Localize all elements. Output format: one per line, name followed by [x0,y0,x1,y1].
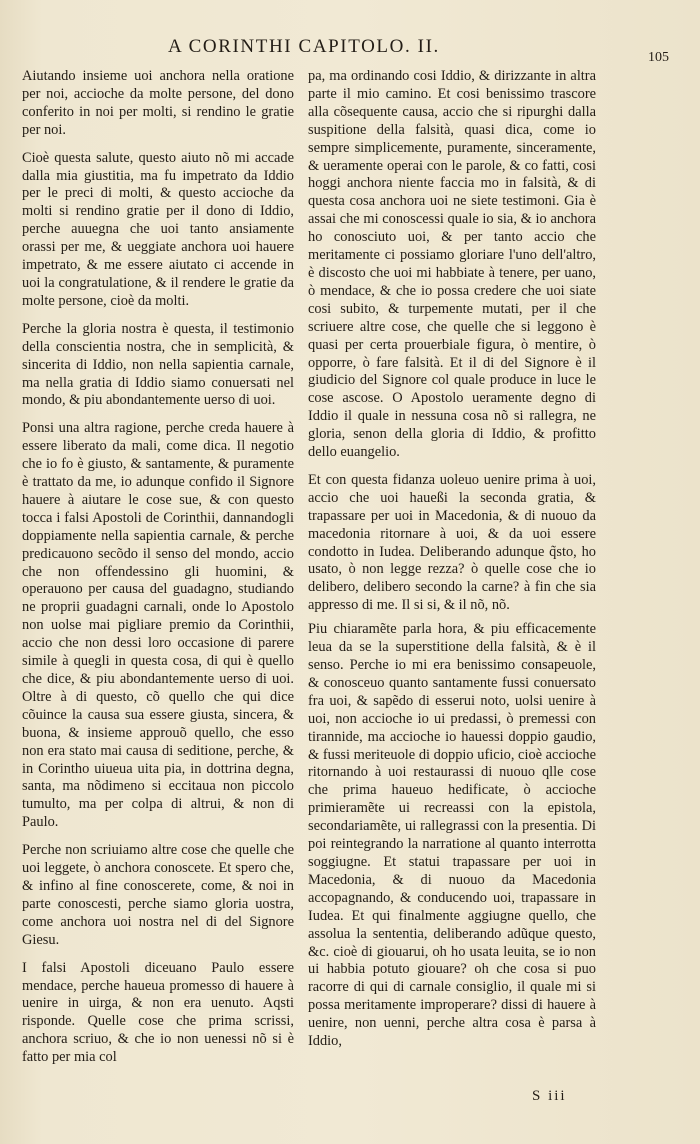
running-title: A CORINTHI CAPITOLO. II. [168,36,440,57]
page-number: 105 [648,50,669,65]
left-column [22,68,294,1077]
paragraph: Perche la gloria nostra è questa, il testimonio della conscientia nostra, che in semplicità, & sincerita di Iddio, non nella sapientia carnale, ma nella gratia di Iddio siamo conuersati nel mondo, & piu abondantemente uerso di uoi. [22,320,294,409]
right-column [308,68,596,1061]
paragraph: Ponsi una altra ragione, perche creda hauere à essere liberato da mali, come dica. Il negotio che io fo è giusto, & santamente, & puramente è trattato da me, io adunque confido il Signore hauere à aiutare le cose sue, & con questo tocca i falsi Apostoli de Corinthii, dannandogli doppiamente nella sapientia carnale, & perche predicauono secõdo il senso del mondo, accio che non offendessino gli huomini, & operauono per causa del guadagno, studiando ne proprii guadagni carnali, onde lo Apostolo non uolse mai pigliare premio da Corinthii, accio che non dessi loro occasione di parere simile à quegli in questa cosa, di qui è quello che dice, & piu abondantemente uerso di uoi. Oltre à di questo, cõ quello che qui dice cõuince la causa sua essere giusta, sincera, & buona, & insieme approuõ quello, che esso non era stato mai causa di seditione, perche, & in Corintho uiueua uita pia, in dottrina degna, santa, ma nõdimeno si eccitaua non piccolo tumulto, ma per colpa di altrui, & non di Paulo. [22,420,294,831]
paragraph: Aiutando insieme uoi anchora nella oratione per noi, accioche da molte persone, del dono conferito in noi per molti, si rendino le gratie per noi. [22,68,294,138]
paragraph: I falsi Apostoli diceuano Paulo essere mendace, perche haueua promesso di hauere à uenire in uirga, & non era uenuto. Aqsti risponde. Quelle cose che prima scrissi, anchora scriuo, & che io non uenessi nõ si è fatto per mia col [22,959,294,1066]
paragraph: Piu chiaramẽte parla hora, & piu efficacemente leua da se la superstitione della falsità, & è il senso. Perche io mi era benissimo consapeuole, & conosceuo quanto santamente fussi conuersato fra uoi, & sapẽdo di esserui noto, uolsi uenire à uoi, non accioche io ui predassi, ò premessi con tirannide, ma accioche io hauessi doppio gaudio, & fussi meriteuole di doppio uficio, cioè accioche ritornando à uoi restaurassi di nuouo qlle cose che prima haueuo hedificate, ò accioche primieramẽte ui recreassi con la epistola, secondariamẽte, ui rallegrassi con la presentia. Di poi reintegrando la narratione al quanto interrotta soggiugne. Et statui trapassare per uoi in Macedonia, & di nuouo da Macedonia accopagnando, & conducendo uoi, trapassare in Iudea. Et qui finalmente aggiugne quello, che assolua la sententia, deliberando adũque questo, &c. cioè di giouarui, oh ho usata leuita, se io non ui habbia potuto giouare? oh che cosa si puo racorre di qui di carnale consiglio, il quale mi si possa meritamente improperare? dissi di hauere à uenire, non uenni, perche altra cosa è parsa à Iddio, [308,621,596,1050]
paragraph: pa, ma ordinando cosi Iddio, & dirizzante in altra parte il mio camino. Et cosi benissimo trascore alla cõsequente causa, accio che si ripurghi dalla suspitione della falsità, quasi dica, come io sempre simplicemente, puramente, sinceramente, & ueramente operai con le parole, & co fatti, cosi hoggi anchora niente faccia mo in falsità, & di questa cosa anchora uoi ne siete testimoni. Gia è assai che mi conoscessi quale io sia, & io anchora ho conosciuto uoi, & per tanto accio che meritamente ci possiamo gloriare l'uno dell'altro, è discosto che uoi mi habbiate à tenere, per uano, ò mendace, & che io possa credere che uoi siate cosi subito, & turpemente mutati, per il che scriuere altre cose, che quelle che si leggono è quasi per certa prouerbiale figura, ò mentire, ò opporre, ò fare falsità. Et il di del Signore è il giudicio del Signore col quale produce in luce le cose ascose. O Apostolo ueramente degno di Iddio il quale in nessuna cosa nõ si rallegra, ne gloria, senon della gloria di Iddio, & profitto dello euangelio. [308,68,596,461]
signature-mark: S iii [532,1088,567,1104]
paragraph: Perche non scriuiamo altre cose che quelle che uoi leggete, ò anchora conoscete. Et spero che, & infino al fine conoscerete, come, & noi in parte conoscesti, perche siamo gloria uostra, come anchora uoi nostra nel di del Signore Giesu. [22,842,294,948]
paragraph: Cioè questa salute, questo aiuto nõ mi accade dalla mia giustitia, ma fu impetrato da Iddio per le preci di molti, & questo accioche da molti si rendino gratie per il dono di Iddio, perche auuegna che uoi tanto ansiamente orassi per me, & ueggiate anchora uoi hauere impetrato, & me essere aiutato ci accende in uoi la congratulatione, & il rendere le gratie da molte persone, cioè da molti. [22,149,294,309]
paragraph: Et con questa fidanza uoleuo uenire prima à uoi, accio che uoi haueßi la seconda gratia, & trapassare per uoi in Macedonia, & di nuouo da macedonia ritornare à uoi, & da uoi essere condotto in Iudea. Deliberando adunque q̃sto, ho usato, ò non legge rezza? ò quelle cose che io delibero, delibero secondo la carne? à fin che sia appresso di me. Il si si, & il nõ, nõ. [308,471,596,614]
